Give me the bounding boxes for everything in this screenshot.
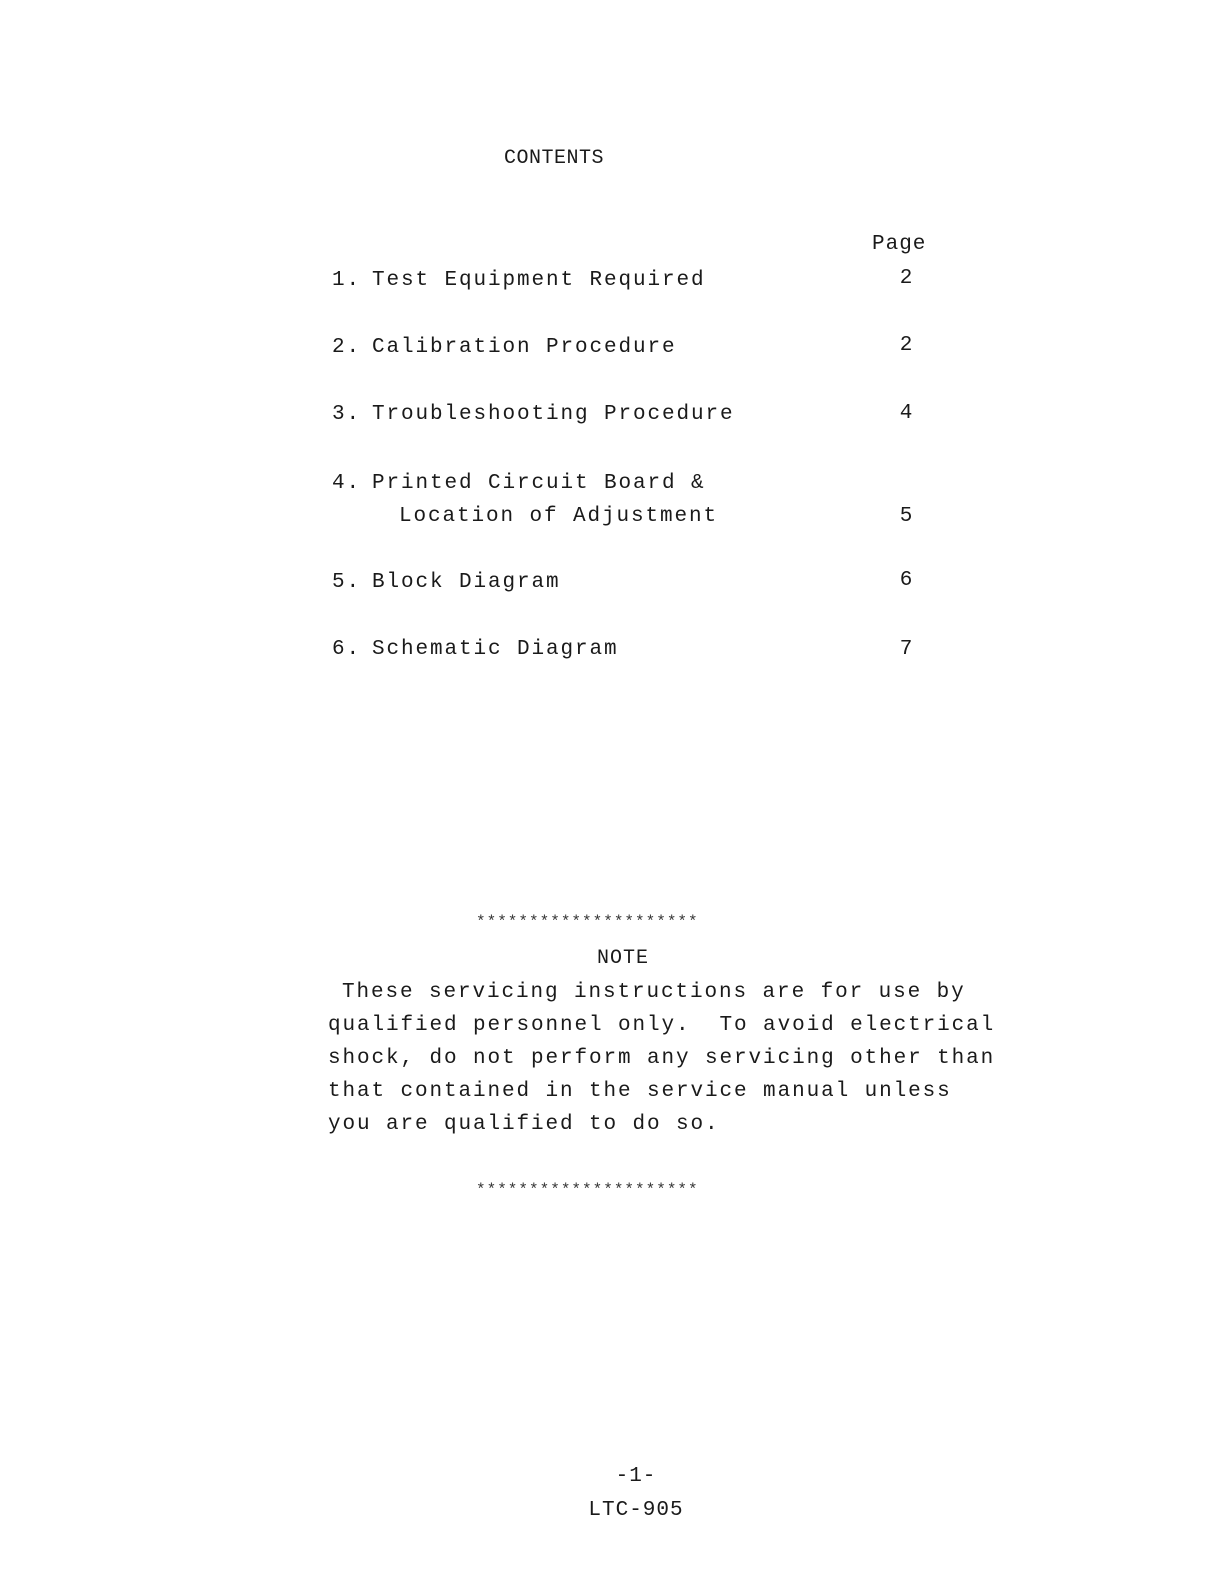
toc-entry-page: 5: [899, 505, 913, 528]
toc-entry-page: 4: [899, 402, 913, 425]
toc-entry-title: Calibration Procedure: [372, 336, 677, 359]
page-number: -1-: [615, 1465, 657, 1488]
toc-entry-number: 5.: [332, 571, 362, 594]
toc-entry-number: 1.: [332, 269, 362, 292]
toc-entry-number: 2.: [332, 336, 362, 359]
toc-entry-number: 6.: [332, 638, 362, 661]
toc-entry-page: 6: [899, 569, 913, 592]
note-stars-top: *********************: [476, 913, 699, 931]
toc-entry-title: Test Equipment Required: [372, 269, 706, 292]
toc-entry-title: Troubleshooting Procedure: [372, 403, 735, 426]
note-line: shock, do not perform any servicing other than: [328, 1047, 996, 1070]
note-line: These servicing instructions are for use by: [342, 981, 966, 1004]
toc-entry-page: 2: [899, 267, 913, 290]
note-title: NOTE: [597, 947, 650, 970]
note-line: that contained in the service manual unless: [328, 1080, 952, 1103]
toc-entry-number: 3.: [332, 403, 362, 426]
toc-entry-title: Block Diagram: [372, 571, 561, 594]
note-line: you are qualified to do so.: [328, 1113, 720, 1136]
note-line: qualified personnel only. To avoid electrical: [328, 1014, 996, 1037]
note-stars-bottom: *********************: [476, 1181, 699, 1199]
toc-entry-number: 4.: [332, 472, 362, 495]
toc-entry-title: Schematic Diagram: [372, 638, 619, 661]
page-column-label: Page: [872, 233, 927, 256]
toc-entry-title-continued: Location of Adjustment: [399, 505, 719, 528]
model-number: LTC-905: [588, 1499, 684, 1522]
contents-heading: CONTENTS: [504, 147, 605, 170]
toc-entry-page: 2: [899, 334, 913, 357]
toc-entry-page: 7: [899, 638, 913, 661]
toc-entry-title: Printed Circuit Board &: [372, 472, 706, 495]
